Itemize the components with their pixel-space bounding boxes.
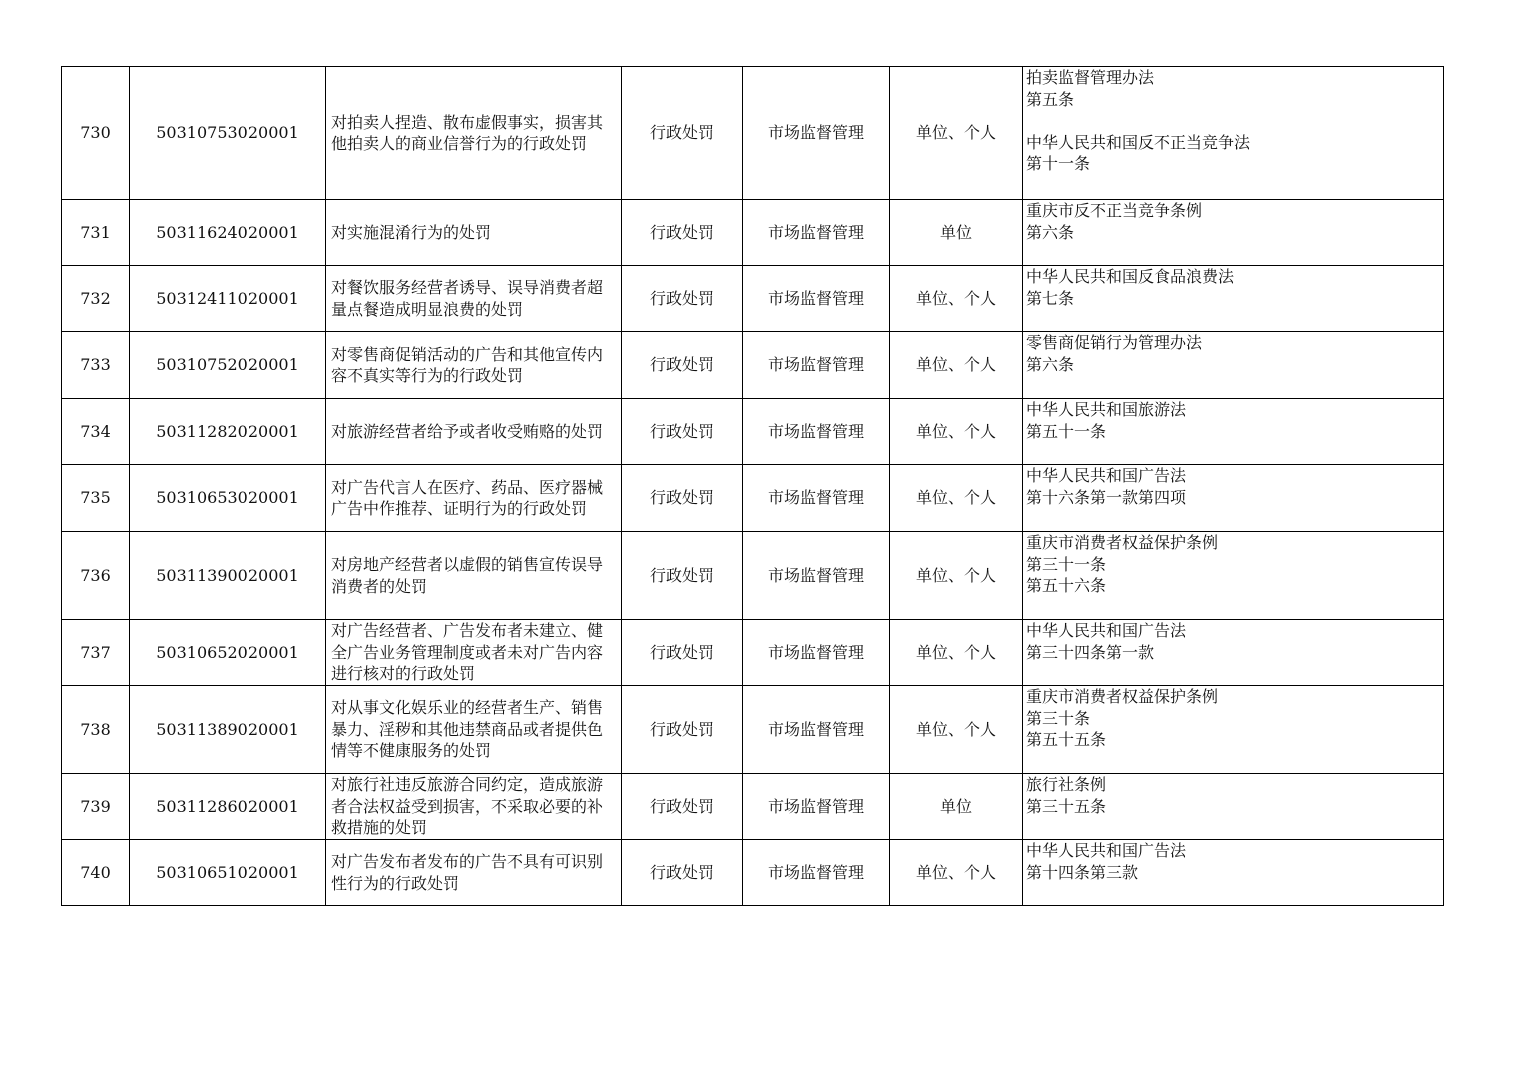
seq-cell: 733 — [62, 332, 130, 399]
dept-cell: 市场监督管理 — [743, 620, 890, 686]
type-cell: 行政处罚 — [622, 266, 743, 332]
subject-cell: 单位、个人 — [890, 266, 1023, 332]
basis-cell: 中华人民共和国广告法 第十四条第三款 — [1023, 840, 1444, 906]
subject-cell: 单位 — [890, 200, 1023, 266]
table-row — [62, 332, 1444, 399]
name-cell: 对旅行社违反旅游合同约定，造成旅游者合法权益受到损害，不采取必要的补救措施的处罚 — [326, 774, 622, 840]
type-cell: 行政处罚 — [622, 67, 743, 200]
code-cell: 50310652020001 — [130, 620, 326, 686]
seq-cell: 731 — [62, 200, 130, 266]
basis-cell: 中华人民共和国广告法 第三十四条第一款 — [1023, 620, 1444, 686]
seq-cell: 738 — [62, 686, 130, 774]
type-cell: 行政处罚 — [622, 399, 743, 465]
code-cell: 50310651020001 — [130, 840, 326, 906]
subject-cell: 单位、个人 — [890, 332, 1023, 399]
seq-cell: 732 — [62, 266, 130, 332]
table-row — [62, 686, 1444, 774]
basis-cell: 拍卖监督管理办法 第五条 中华人民共和国反不正当竞争法 第十一条 — [1023, 67, 1444, 200]
type-cell: 行政处罚 — [622, 774, 743, 840]
type-cell: 行政处罚 — [622, 840, 743, 906]
name-cell: 对房地产经营者以虚假的销售宣传误导消费者的处罚 — [326, 532, 622, 620]
subject-cell: 单位、个人 — [890, 620, 1023, 686]
dept-cell: 市场监督管理 — [743, 840, 890, 906]
basis-cell: 重庆市消费者权益保护条例 第三十条 第五十五条 — [1023, 686, 1444, 774]
type-cell: 行政处罚 — [622, 532, 743, 620]
basis-cell: 重庆市消费者权益保护条例 第三十一条 第五十六条 — [1023, 532, 1444, 620]
dept-cell: 市场监督管理 — [743, 465, 890, 532]
basis-cell: 旅行社条例 第三十五条 — [1023, 774, 1444, 840]
dept-cell: 市场监督管理 — [743, 399, 890, 465]
subject-cell: 单位、个人 — [890, 532, 1023, 620]
name-cell: 对拍卖人捏造、散布虚假事实，损害其他拍卖人的商业信誉行为的行政处罚 — [326, 67, 622, 200]
seq-cell: 739 — [62, 774, 130, 840]
table-row — [62, 465, 1444, 532]
basis-cell: 中华人民共和国旅游法 第五十一条 — [1023, 399, 1444, 465]
subject-cell: 单位、个人 — [890, 465, 1023, 532]
table-row — [62, 532, 1444, 620]
table-row — [62, 840, 1444, 906]
name-cell: 对广告发布者发布的广告不具有可识别性行为的行政处罚 — [326, 840, 622, 906]
code-cell: 50311282020001 — [130, 399, 326, 465]
table-row — [62, 399, 1444, 465]
dept-cell: 市场监督管理 — [743, 200, 890, 266]
power-list-table — [61, 66, 1444, 906]
type-cell: 行政处罚 — [622, 332, 743, 399]
table-row — [62, 67, 1444, 200]
seq-cell: 736 — [62, 532, 130, 620]
type-cell: 行政处罚 — [622, 465, 743, 532]
dept-cell: 市场监督管理 — [743, 532, 890, 620]
seq-cell: 735 — [62, 465, 130, 532]
name-cell: 对旅游经营者给予或者收受贿赂的处罚 — [326, 399, 622, 465]
type-cell: 行政处罚 — [622, 200, 743, 266]
subject-cell: 单位、个人 — [890, 67, 1023, 200]
basis-cell: 中华人民共和国反食品浪费法 第七条 — [1023, 266, 1444, 332]
basis-cell: 中华人民共和国广告法 第十六条第一款第四项 — [1023, 465, 1444, 532]
subject-cell: 单位、个人 — [890, 399, 1023, 465]
basis-cell: 零售商促销行为管理办法 第六条 — [1023, 332, 1444, 399]
code-cell: 50311286020001 — [130, 774, 326, 840]
code-cell: 50310653020001 — [130, 465, 326, 532]
subject-cell: 单位 — [890, 774, 1023, 840]
table-row — [62, 620, 1444, 686]
dept-cell: 市场监督管理 — [743, 67, 890, 200]
name-cell: 对广告经营者、广告发布者未建立、健全广告业务管理制度或者未对广告内容进行核对的行政处罚 — [326, 620, 622, 686]
table-row — [62, 774, 1444, 840]
name-cell: 对广告代言人在医疗、药品、医疗器械广告中作推荐、证明行为的行政处罚 — [326, 465, 622, 532]
subject-cell: 单位、个人 — [890, 686, 1023, 774]
seq-cell: 730 — [62, 67, 130, 200]
code-cell: 50310753020001 — [130, 67, 326, 200]
name-cell: 对零售商促销活动的广告和其他宣传内容不真实等行为的行政处罚 — [326, 332, 622, 399]
name-cell: 对实施混淆行为的处罚 — [326, 200, 622, 266]
table-row — [62, 266, 1444, 332]
name-cell: 对从事文化娱乐业的经营者生产、销售暴力、淫秽和其他违禁商品或者提供色情等不健康服务的处罚 — [326, 686, 622, 774]
dept-cell: 市场监督管理 — [743, 266, 890, 332]
code-cell: 50311390020001 — [130, 532, 326, 620]
seq-cell: 734 — [62, 399, 130, 465]
code-cell: 50311624020001 — [130, 200, 326, 266]
seq-cell: 737 — [62, 620, 130, 686]
table-body — [62, 67, 1444, 906]
subject-cell: 单位、个人 — [890, 840, 1023, 906]
dept-cell: 市场监督管理 — [743, 774, 890, 840]
type-cell: 行政处罚 — [622, 686, 743, 774]
code-cell: 50311389020001 — [130, 686, 326, 774]
type-cell: 行政处罚 — [622, 620, 743, 686]
table-row — [62, 200, 1444, 266]
code-cell: 50310752020001 — [130, 332, 326, 399]
name-cell: 对餐饮服务经营者诱导、误导消费者超量点餐造成明显浪费的处罚 — [326, 266, 622, 332]
code-cell: 50312411020001 — [130, 266, 326, 332]
basis-cell: 重庆市反不正当竞争条例 第六条 — [1023, 200, 1444, 266]
dept-cell: 市场监督管理 — [743, 686, 890, 774]
dept-cell: 市场监督管理 — [743, 332, 890, 399]
seq-cell: 740 — [62, 840, 130, 906]
